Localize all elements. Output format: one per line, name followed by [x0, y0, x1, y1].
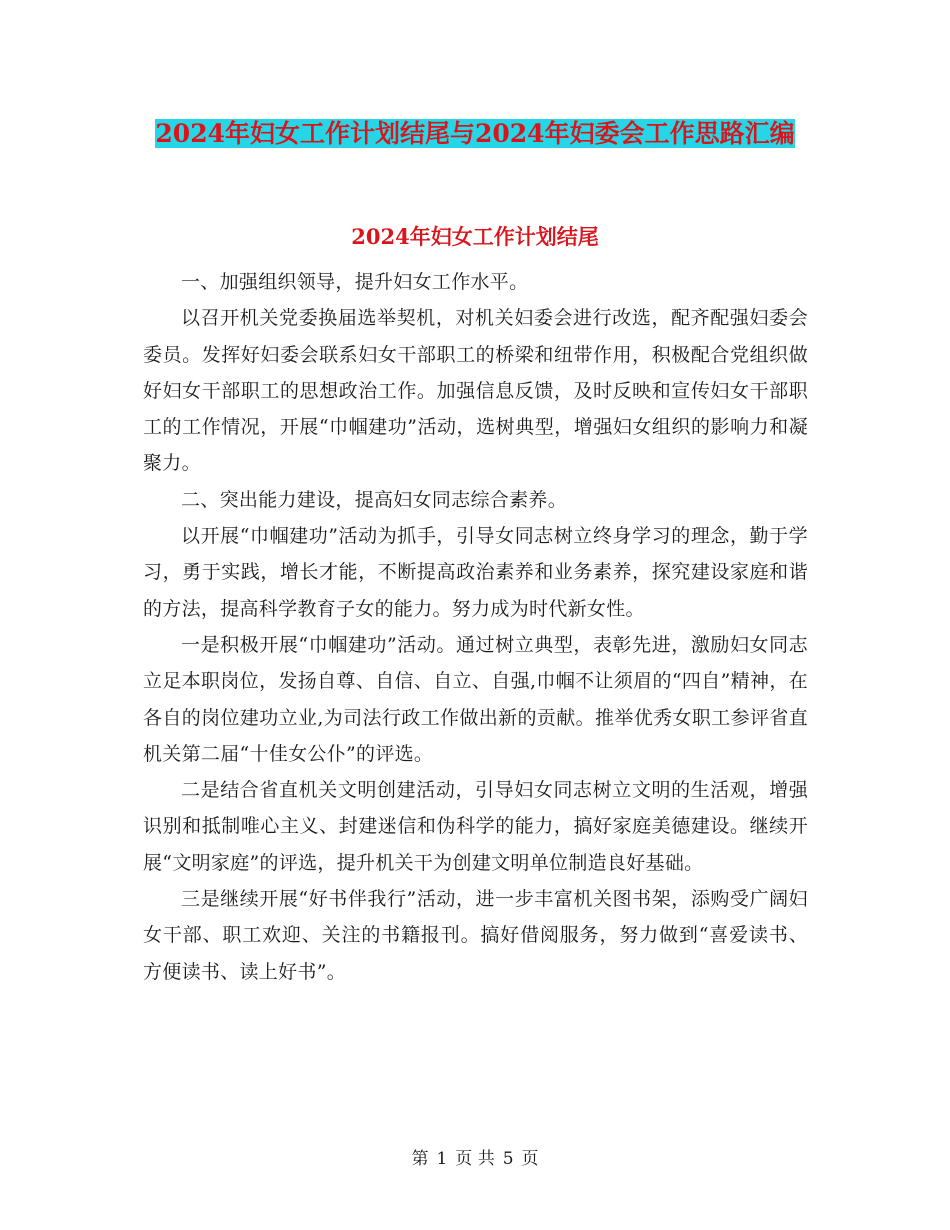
paragraph-heading-2: 二、突出能力建设，提高妇女同志综合素养。 — [181, 488, 568, 511]
document-title-text: 2024年妇女工作计划结尾与2024年妇委会工作思路汇编 — [155, 119, 795, 148]
paragraph: 以召开机关党委换届选举契机，对机关妇委会进行改选，配齐配强妇委会委员。发挥好妇委会联系妇女干部职工的桥梁和纽带作用，积极配合党组织做好妇女干部职工的思想政治工作。加强信息反馈，及时反映和宣传妇女干部职工的工作情况，开展“巾帼建功”活动，选树典型，增强妇女组织的影响力和凝聚力。 — [143, 307, 808, 475]
paragraph: 三是继续开展“好书伴我行”活动，进一步丰富机关图书架，添购受广阔妇女干部、职工欢迎、关注的书籍报刊。搞好借阅服务，努力做到“喜爱读书、方便读书、读上好书”。 — [143, 888, 808, 983]
footer-current-page: 1 — [436, 1149, 448, 1169]
paragraph-heading-1: 一、加强组织领导，提升妇女工作水平。 — [181, 271, 529, 293]
section-title: 2024年妇女工作计划结尾 — [351, 224, 599, 249]
footer-suffix: 页 — [521, 1149, 539, 1169]
paragraph: 以开展“巾帼建功”活动为抓手，引导女同志树立终身学习的理念，勤于学习，勇于实践，增长才能，不断提高政治素养和业务素养，探究建设家庭和谐的方法，提高科学教育子女的能力。努力成为时代新女性。 — [143, 525, 808, 620]
paragraph: 一是积极开展“巾帼建功”活动。通过树立典型，表彰先进，激励妇女同志立足本职岗位，发扬自尊、自信、自立、自强,巾帼不让须眉的“四自”精神，在各自的岗位建功立业,为司法行政工作做出新的贡献。推举优秀女职工参评省直机关第二届“十佳女公仆”的评选。 — [143, 633, 808, 765]
paragraph: 二是结合省直机关文明创建活动，引导妇女同志树立文明的生活观，增强识别和抵制唯心主义、封建迷信和伪科学的能力，搞好家庭美德建设。继续开展“文明家庭”的评选，提升机关干为创建文明单位制造良好基础。 — [143, 779, 808, 874]
footer-prefix: 第 — [411, 1149, 429, 1169]
footer-mid: 页 共 — [455, 1149, 495, 1169]
page-footer — [0, 1147, 950, 1171]
document-title — [140, 112, 810, 156]
footer-total-pages: 5 — [502, 1149, 514, 1169]
document-body — [143, 264, 808, 990]
